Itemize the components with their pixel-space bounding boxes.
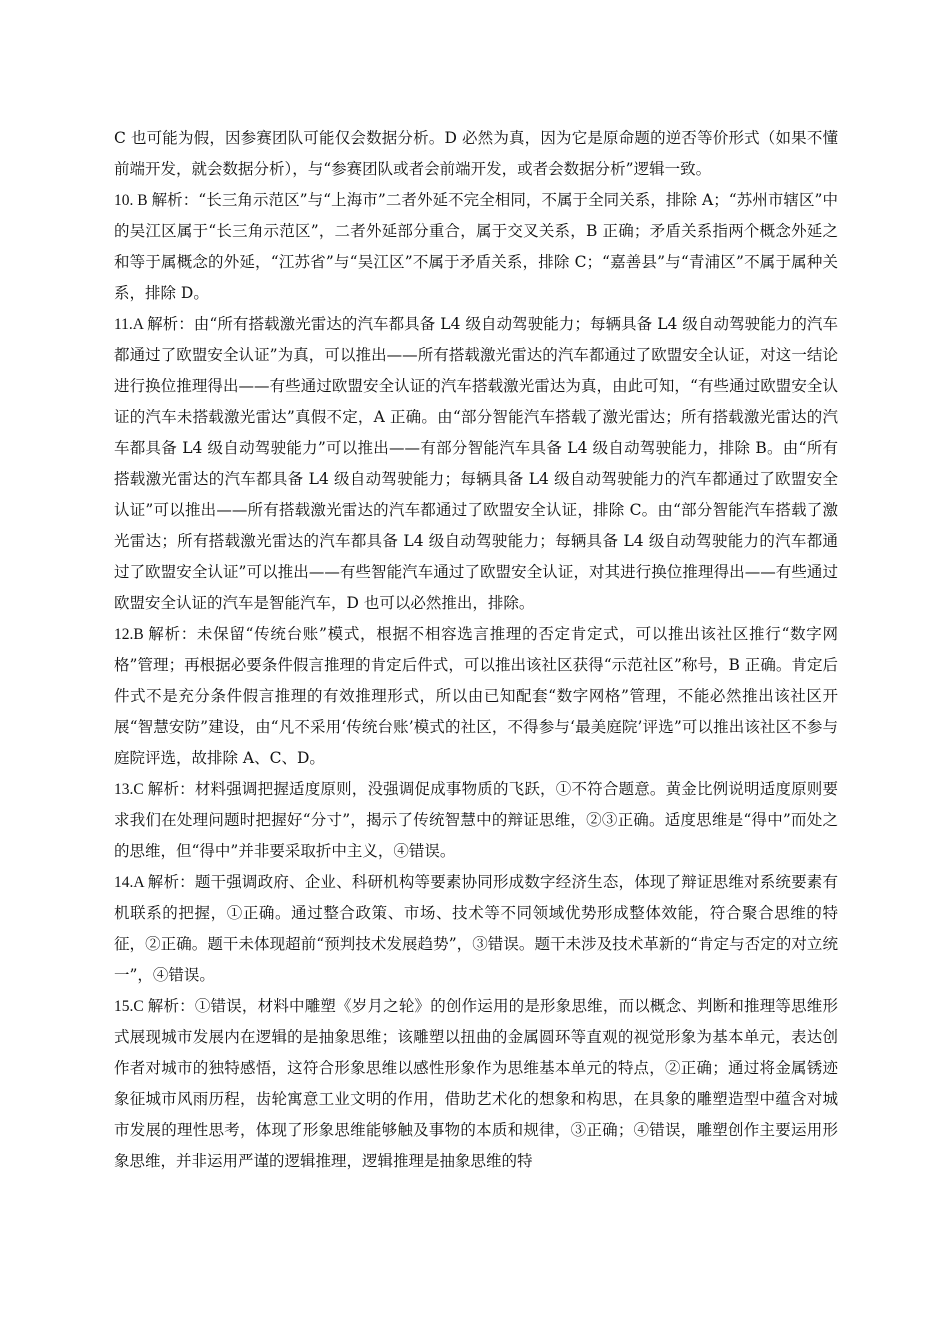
- answer-text: 未保留“传统台账”模式，根据不相容选言推理的否定肯定式，可以推出该社区推行“数字网格”管理；再根据必要条件假言推理的肯定后件式，可以推出该社区获得“示范社区”称号，B 正确。肯定后件式不是充分条件假言推理的有效推理形式，所以由已知配套“数字网格”管理，不能必然推出该社区开展“智慧安防”建设，由“凡不采用‘传统台账’模式的社区，不得参与‘最美庭院’评选”可以推出该社区不参与庭院评选，故排除 A、C、D。: [114, 625, 838, 767]
- answer-label: 11.A 解析：: [114, 316, 194, 333]
- answer-12: [114, 619, 838, 774]
- answer-11: [114, 309, 838, 619]
- paragraph-text: C 也可能为假，因参赛团队可能仅会数据分析。D 必然为真，因为它是原命题的逆否等价形式（如果不懂前端开发，就会数据分析），与“参赛团队或者会前端开发，或者会数据分析”逻辑一致。: [114, 129, 838, 178]
- answer-13: [114, 774, 838, 867]
- answer-text: “长三角示范区”与“上海市”二者外延不完全相同，不属于全同关系，排除 A；“苏州市辖区”中的吴江区属于“长三角示范区”，二者外延部分重合，属于交叉关系，B 正确；矛盾关系指两个概念外延之和等于属概念的外延，“江苏省”与“吴江区”不属于矛盾关系，排除 C；“嘉善县”与“青浦区”不属于属种关系，排除 D。: [114, 191, 839, 302]
- answer-10: [114, 185, 838, 309]
- answer-text: 材料强调把握适度原则，没强调促成事物质的飞跃，①不符合题意。黄金比例说明适度原则要求我们在处理问题时把握好“分寸”，揭示了传统智慧中的辩证思维，②③正确。适度思维是“得中”而处之的思维，但“得中”并非要采取折中主义，④错误。: [114, 780, 838, 860]
- paragraph-continued: [114, 123, 838, 185]
- answer-label: 12.B 解析：: [114, 626, 197, 643]
- answer-label: 10. B 解析：: [114, 192, 199, 209]
- answer-label: 15.C 解析：: [114, 998, 195, 1015]
- answer-label: 13.C 解析：: [114, 781, 195, 798]
- answer-text: 题干强调政府、企业、科研机构等要素协同形成数字经济生态，体现了辩证思维对系统要素有机联系的把握，①正确。通过整合政策、市场、技术等不同领域优势形成整体效能，符合聚合思维的特征，②正确。题干未体现超前“预判技术发展趋势”，③错误。题干未涉及技术革新的“肯定与否定的对立统一”，④错误。: [114, 873, 838, 984]
- answer-text: ①错误，材料中雕塑《岁月之轮》的创作运用的是形象思维，而以概念、判断和推理等思维形式展现城市发展内在逻辑的是抽象思维；该雕塑以扭曲的金属圆环等直观的视觉形象为基本单元，表达创作者对城市的独特感悟，这符合形象思维以感性形象作为思维基本单元的特点，②正确；通过将金属锈迹象征城市风雨历程，齿轮寓意工业文明的作用，借助艺术化的想象和构思，在具象的雕塑造型中蕴含对城市发展的理性思考，体现了形象思维能够触及事物的本质和规律，③正确；④错误，雕塑创作主要运用形象思维，并非运用严谨的逻辑推理，逻辑推理是抽象思维的特: [114, 997, 838, 1170]
- document-page: [114, 123, 838, 1177]
- answer-15: [114, 991, 838, 1177]
- answer-label: 14.A 解析：: [114, 874, 195, 891]
- answer-text: 由“所有搭载激光雷达的汽车都具备 L4 级自动驾驶能力；每辆具备 L4 级自动驾驶能力的汽车都通过了欧盟安全认证”为真，可以推出——所有搭载激光雷达的汽车都通过了欧盟安全认证，对这一结论进行换位推理得出——有些通过欧盟安全认证的汽车搭载激光雷达为真，由此可知，“有些通过欧盟安全认证的汽车未搭载激光雷达”真假不定，A 正确。由“部分智能汽车搭载了激光雷达；所有搭载激光雷达的汽车都具备 L4 级自动驾驶能力”可以推出——有部分智能汽车具备 L4 级自动驾驶能力，排除 B。由“所有搭载激光雷达的汽车都具备 L4 级自动驾驶能力；每辆具备 L4 级自动驾驶能力的汽车都通过了欧盟安全认证”可以推出——所有搭载激光雷达的汽车都通过了欧盟安全认证，排除 C。由“部分智能汽车搭载了激光雷达；所有搭载激光雷达的汽车都具备 L4 级自动驾驶能力；每辆具备 L4 级自动驾驶能力的汽车都通过了欧盟安全认证”可以推出——有些智能汽车通过了欧盟安全认证，对其进行换位推理得出——有些通过欧盟安全认证的汽车是智能汽车，D 也可以必然推出，排除。: [114, 315, 839, 612]
- answer-14: [114, 867, 838, 991]
